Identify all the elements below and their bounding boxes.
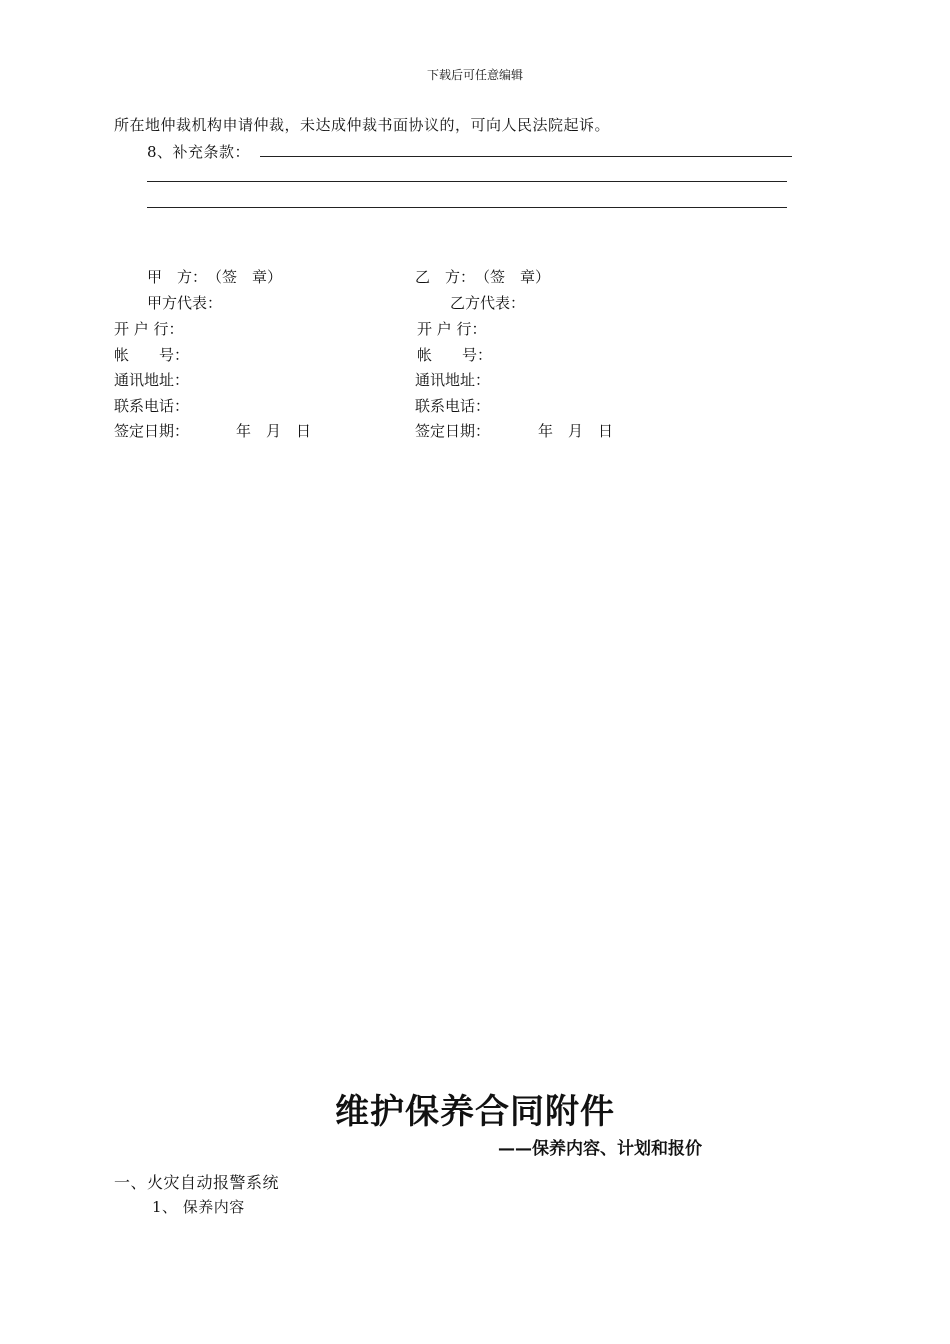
party-b-bank: 开 户 行： [417,320,487,338]
annex-subtitle: ——保养内容、计划和报价 [498,1139,702,1159]
annex-title: 维护保养合同附件 [335,1092,615,1132]
supplement-blank-line-2 [147,181,787,182]
section-heading-fire-alarm: 一、火灾自动报警系统 [114,1173,280,1192]
supplement-blank-line-3 [147,207,787,208]
party-a-seal: 甲 方： （签 章） [147,268,283,286]
party-b-address: 通讯地址： [415,371,491,389]
party-a-date-label: 签定日期： [114,422,190,440]
party-b-date-fields: 年 月 日 [538,422,614,440]
supplement-blank-line-1 [260,156,792,157]
arbitration-paragraph: 所在地仲裁机构申请仲裁，未达成仲裁书面协议的，可向人民法院起诉。 [114,116,611,134]
party-a-phone: 联系电话： [114,397,190,415]
party-b-representative: 乙方代表： [450,294,526,312]
party-b-date-label: 签定日期： [415,422,491,440]
supplement-label: 8、补充条款： [147,143,251,161]
party-b-seal: 乙 方： （签 章） [415,268,551,286]
party-a-address: 通讯地址： [114,371,190,389]
party-a-representative: 甲方代表： [147,294,223,312]
party-a-account: 帐 号： [114,346,190,364]
item-maintenance-content: 1、 保养内容 [152,1198,245,1216]
page-header: 下载后可任意编辑 [426,68,523,82]
party-b-account: 帐 号： [417,346,493,364]
party-b-phone: 联系电话： [415,397,491,415]
party-a-date-fields: 年 月 日 [236,422,312,440]
party-a-bank: 开 户 行： [114,320,184,338]
